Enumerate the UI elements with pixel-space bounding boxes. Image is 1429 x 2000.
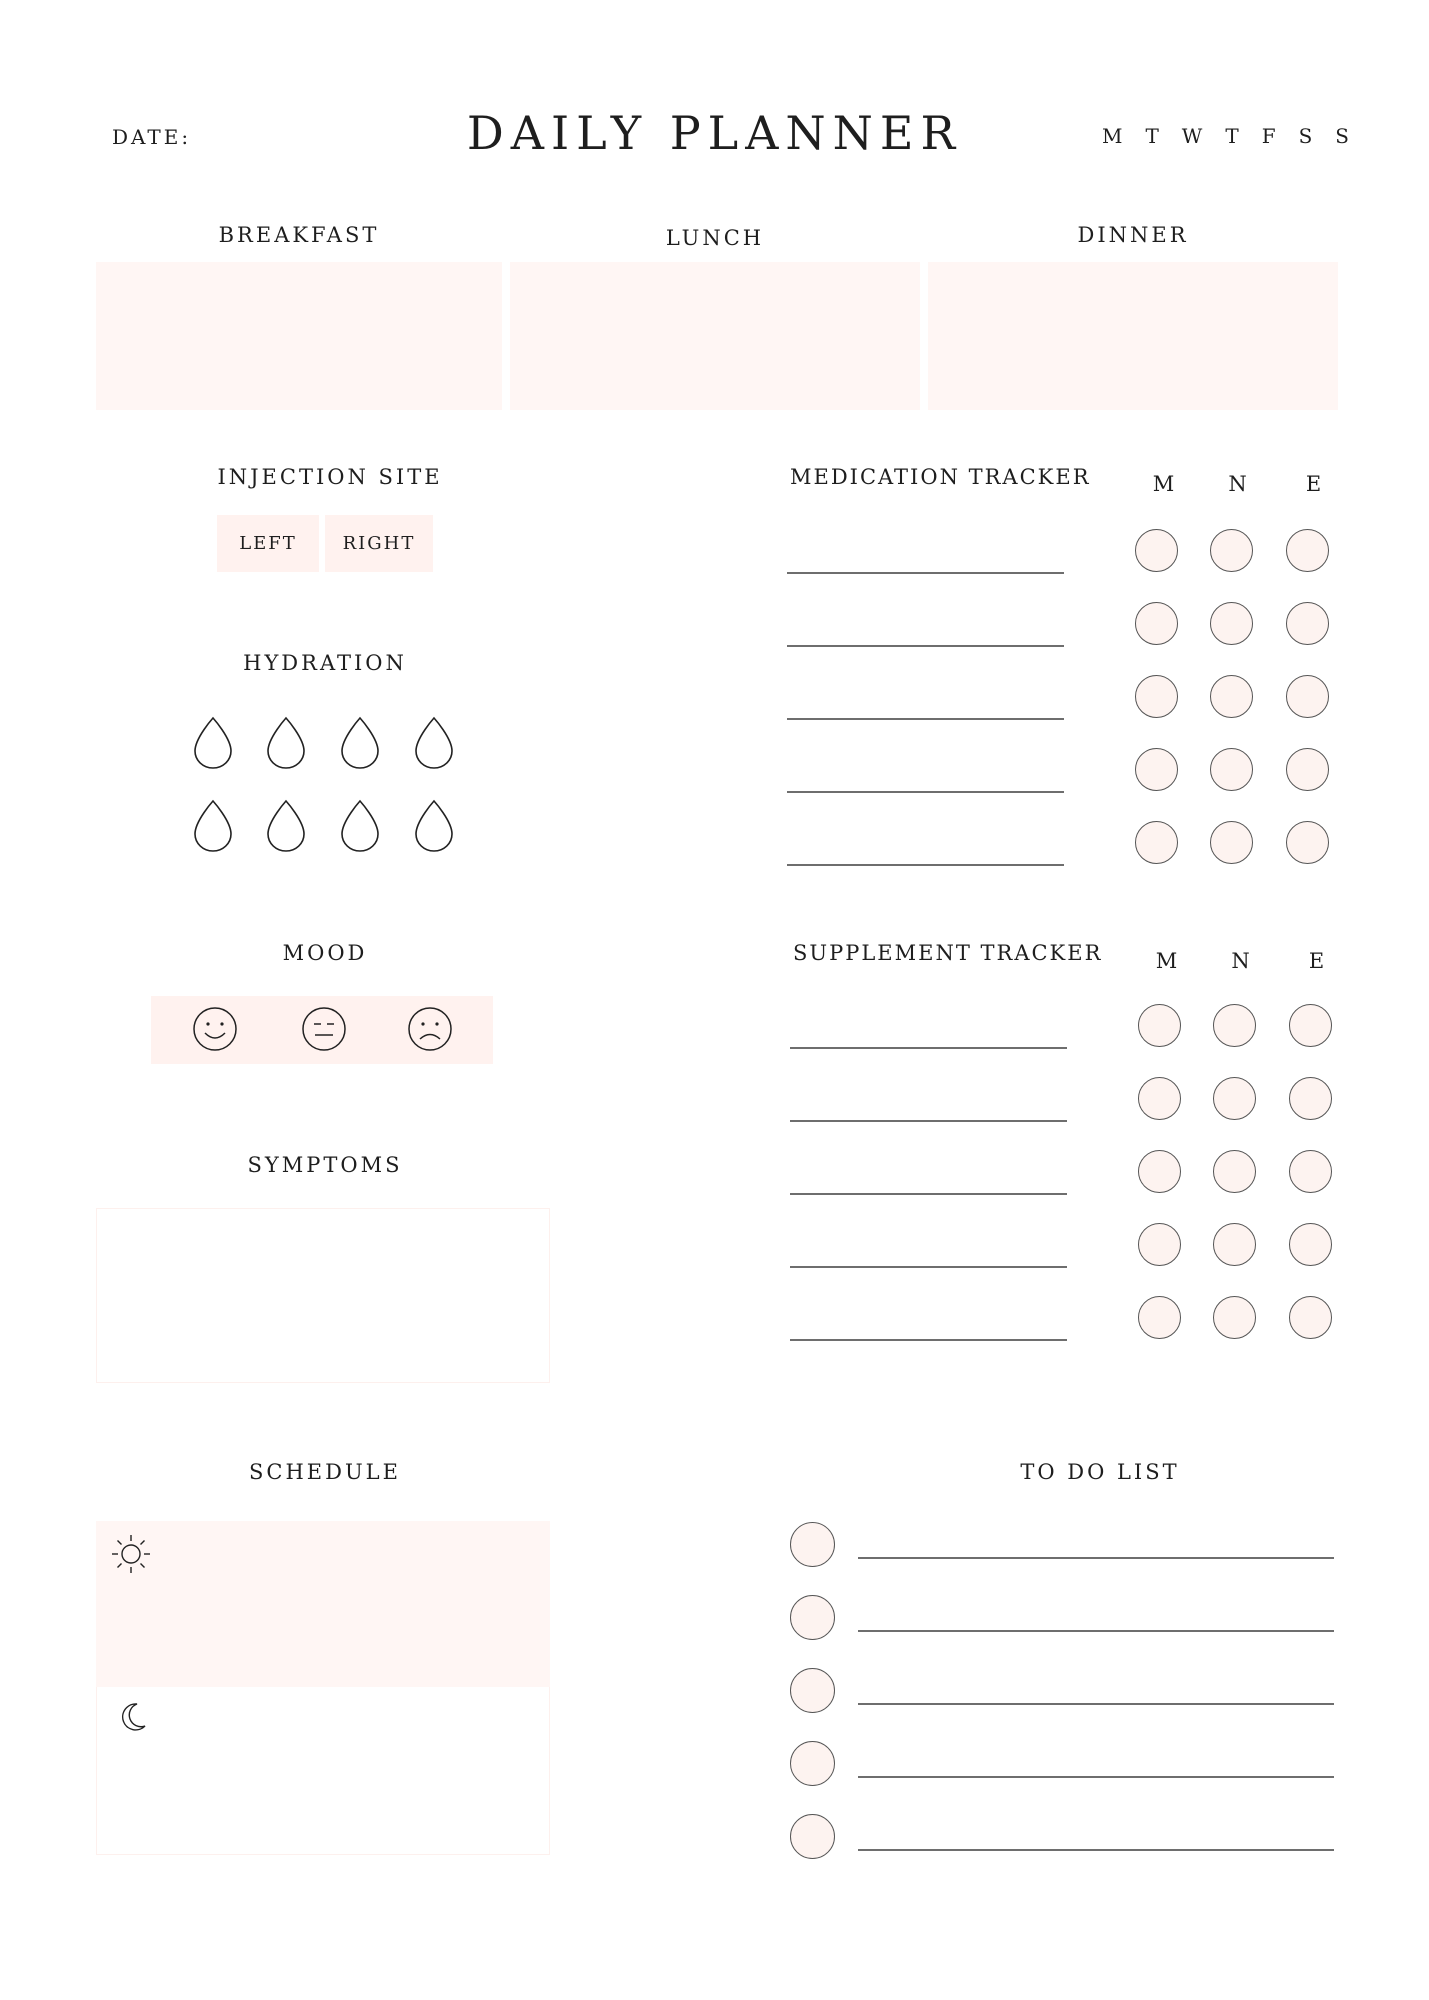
supplement-checkbox-n[interactable] (1213, 1223, 1256, 1266)
injection-left-option[interactable]: LEFT (217, 515, 319, 572)
sup-col-m: M (1155, 949, 1181, 973)
lunch-label: LUNCH (665, 226, 765, 250)
supplement-checkbox-m[interactable] (1138, 1150, 1181, 1193)
medication-checkbox-e[interactable] (1286, 675, 1329, 718)
water-drop-icon[interactable] (266, 716, 306, 770)
med-col-m: M (1152, 472, 1178, 496)
medication-checkbox-m[interactable] (1135, 748, 1178, 791)
page-title: DAILY PLANNER (466, 106, 963, 160)
todo-checkbox[interactable] (790, 1741, 835, 1786)
day-mon[interactable]: M (1101, 124, 1123, 148)
medication-checkbox-m[interactable] (1135, 675, 1178, 718)
medication-checkbox-e[interactable] (1286, 821, 1329, 864)
dinner-box[interactable] (928, 262, 1338, 410)
day-fri[interactable]: F (1261, 124, 1276, 148)
medication-checkbox-n[interactable] (1210, 748, 1253, 791)
dinner-label: DINNER (1077, 223, 1189, 247)
supplement-checkbox-e[interactable] (1289, 1077, 1332, 1120)
injection-right-option[interactable]: RIGHT (325, 515, 433, 572)
supplement-checkbox-e[interactable] (1289, 1223, 1332, 1266)
todo-line[interactable] (858, 1630, 1334, 1632)
todo-label: TO DO LIST (1020, 1460, 1180, 1484)
breakfast-label: BREAKFAST (218, 223, 380, 247)
todo-line[interactable] (858, 1776, 1334, 1778)
symptoms-label: SYMPTOMS (247, 1153, 403, 1177)
day-sun[interactable]: S (1335, 124, 1349, 148)
medication-checkbox-n[interactable] (1210, 602, 1253, 645)
supplement-checkbox-m[interactable] (1138, 1004, 1181, 1047)
sun-icon (110, 1533, 152, 1575)
supplement-checkbox-m[interactable] (1138, 1296, 1181, 1339)
date-label: DATE: (112, 125, 192, 149)
supplement-line[interactable] (790, 1339, 1067, 1341)
medication-line[interactable] (787, 718, 1064, 720)
water-drop-icon[interactable] (266, 799, 306, 853)
supplement-checkbox-m[interactable] (1138, 1223, 1181, 1266)
medication-line[interactable] (787, 864, 1064, 866)
supplement-line[interactable] (790, 1120, 1067, 1122)
supplement-checkbox-n[interactable] (1213, 1004, 1256, 1047)
injection-site-label: INJECTION SITE (217, 465, 443, 489)
schedule-day-box[interactable] (96, 1521, 550, 1687)
medication-line[interactable] (787, 572, 1064, 574)
water-drop-icon[interactable] (340, 716, 380, 770)
sad-face-icon[interactable] (407, 1006, 453, 1052)
medication-checkbox-e[interactable] (1286, 529, 1329, 572)
mood-label: MOOD (282, 941, 368, 965)
supplement-checkbox-n[interactable] (1213, 1077, 1256, 1120)
todo-checkbox[interactable] (790, 1668, 835, 1713)
schedule-label: SCHEDULE (249, 1460, 401, 1484)
supplement-checkbox-m[interactable] (1138, 1077, 1181, 1120)
sup-col-e: E (1308, 949, 1328, 973)
day-wed[interactable]: W (1181, 124, 1203, 148)
supplement-line[interactable] (790, 1047, 1067, 1049)
supplement-checkbox-e[interactable] (1289, 1004, 1332, 1047)
medication-checkbox-n[interactable] (1210, 675, 1253, 718)
symptoms-box[interactable] (96, 1208, 550, 1383)
water-drop-icon[interactable] (414, 799, 454, 853)
sup-col-n: N (1231, 949, 1253, 973)
day-tue[interactable]: T (1145, 124, 1159, 148)
supplement-checkbox-e[interactable] (1289, 1296, 1332, 1339)
todo-checkbox[interactable] (790, 1814, 835, 1859)
medication-checkbox-n[interactable] (1210, 529, 1253, 572)
supplement-checkbox-n[interactable] (1213, 1296, 1256, 1339)
neutral-face-icon[interactable] (301, 1006, 347, 1052)
medication-checkbox-n[interactable] (1210, 821, 1253, 864)
hydration-label: HYDRATION (243, 651, 407, 675)
supplement-checkbox-n[interactable] (1213, 1150, 1256, 1193)
weekday-selector (1102, 124, 1349, 148)
med-col-n: N (1228, 472, 1250, 496)
medication-checkbox-e[interactable] (1286, 602, 1329, 645)
moon-icon (118, 1701, 148, 1733)
schedule-night-box[interactable] (96, 1687, 550, 1855)
medication-checkbox-m[interactable] (1135, 821, 1178, 864)
med-col-e: E (1305, 472, 1325, 496)
day-thu[interactable]: T (1225, 124, 1239, 148)
todo-line[interactable] (858, 1557, 1334, 1559)
todo-checkbox[interactable] (790, 1522, 835, 1567)
day-sat[interactable]: S (1298, 124, 1313, 148)
medication-checkbox-m[interactable] (1135, 602, 1178, 645)
breakfast-box[interactable] (96, 262, 502, 410)
medication-checkbox-e[interactable] (1286, 748, 1329, 791)
lunch-box[interactable] (510, 262, 920, 410)
medication-tracker-label: MEDICATION TRACKER (790, 465, 1091, 489)
medication-checkbox-m[interactable] (1135, 529, 1178, 572)
supplement-line[interactable] (790, 1193, 1067, 1195)
smiley-face-icon[interactable] (192, 1006, 238, 1052)
water-drop-icon[interactable] (340, 799, 380, 853)
water-drop-icon[interactable] (193, 799, 233, 853)
todo-line[interactable] (858, 1703, 1334, 1705)
supplement-tracker-label: SUPPLEMENT TRACKER (793, 941, 1103, 965)
todo-line[interactable] (858, 1849, 1334, 1851)
supplement-checkbox-e[interactable] (1289, 1150, 1332, 1193)
medication-line[interactable] (787, 791, 1064, 793)
water-drop-icon[interactable] (414, 716, 454, 770)
todo-checkbox[interactable] (790, 1595, 835, 1640)
water-drop-icon[interactable] (193, 716, 233, 770)
medication-line[interactable] (787, 645, 1064, 647)
supplement-line[interactable] (790, 1266, 1067, 1268)
